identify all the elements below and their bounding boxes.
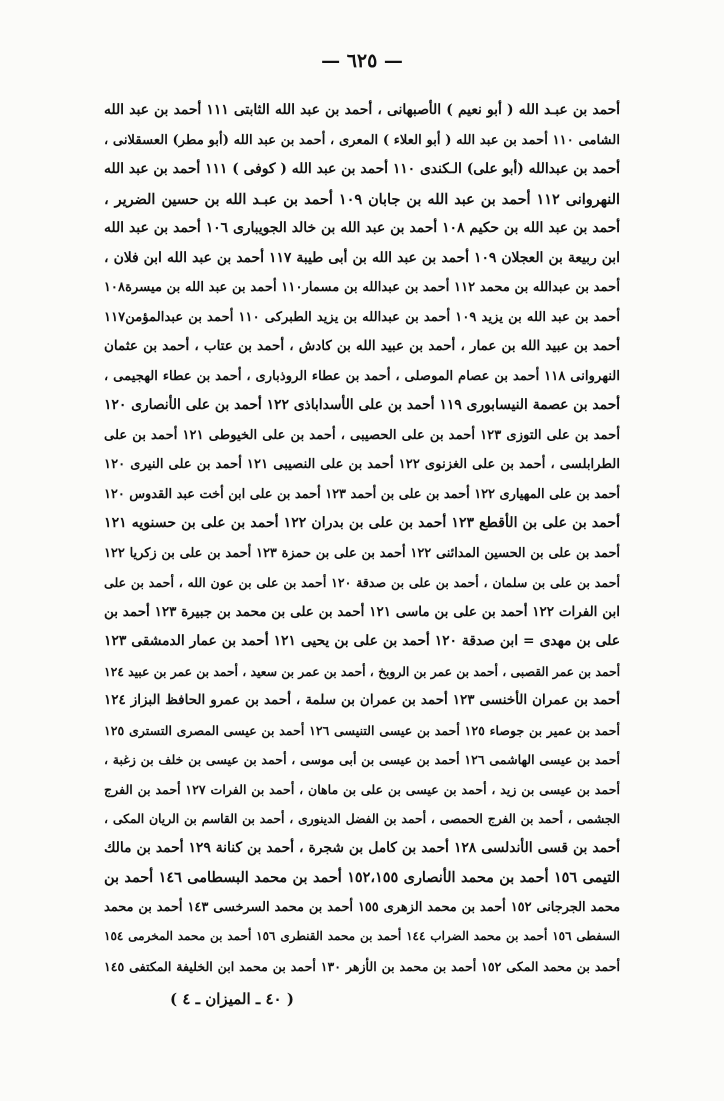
text-line: أحمد بن عبدالله (أبو على) الـكندى ١١٠ أحمد بن عبد الله ( كوفى ) ١١١ أحمد بن عبد الله xyxy=(104,161,620,177)
text-line: أحمد بن عصمة النيسابورى ١١٩ أحمد بن على الأسداباذى ١٢٢ أحمد بن على الأنصارى ١٢٠ xyxy=(104,397,620,413)
text-line: أحمد بن عبيد الله بن عمار ، أحمد بن عبيد الله بن كادش ، أحمد بن عتاب ، أحمد بن عثمان xyxy=(104,338,620,354)
text-line: أحمد بن عبدالله بن محمد ١١٢ أحمد بن عبدالله بن مسمار١١٠ أحمد بن عبد الله بن ميسرة١٠٨ xyxy=(104,280,620,295)
text-line: أحمد بن عمر القصبى ، أحمد بن عمر بن الروبخ ، أحمد بن عمر بن سعيد ، أحمد بن عمر بن عبيد ١٢٤ xyxy=(104,663,620,679)
text-line: الجشمى ، أحمد بن الفرج الحمصى ، أحمد بن الفضل الدينورى ، أحمد بن القاسم بن الريان المكى ، xyxy=(104,811,620,826)
text-line: الطرابلسى ، أحمد بن على الغزنوى ١٢٢ أحمد بن على النصيبى ١٢١ أحمد بن على النيرى ١٢٠ xyxy=(104,457,620,472)
text-line: محمد الجرجانى ١٥٢ أحمد بن محمد الزهرى ١٥٥ أحمد بن محمد السرخسى ١٤٣ أحمد بن محمد xyxy=(104,899,620,915)
page-number: — ٦٢٥ — xyxy=(321,50,403,72)
text-line: أحمد بن عمير بن جوصاء ١٢٥ أحمد بن عيسى التنيسى ١٢٦ أحمد بن عيسى المصرى التسترى ١٢٥ xyxy=(104,722,620,738)
text-line: أحمد بن على بن سلمان ، أحمد بن على بن صدقة ١٢٠ أحمد بن على بن عون الله ، أحمد بن على xyxy=(104,575,620,590)
text-line: أحمد بن على بن الحسين المدائنى ١٢٢ أحمد بن على بن حمزة ١٢٣ أحمد بن على بن زكريا ١٢٢ xyxy=(104,545,620,561)
text-line: أحمد بن عبد الله بن يزيد ١٠٩ أحمد بن عبدالله بن يزيد الطبركى ١١٠ أحمد بن عبدالمؤمن١١٧ xyxy=(104,309,620,325)
text-line: أحمد بن على المهيارى ١٢٢ أحمد بن على بن أحمد ١٢٣ أحمد بن على ابن أخت عبد القدوس ١٢٠ xyxy=(104,486,620,502)
text-line: أحمد بن عيسى بن زيد ، أحمد بن عيسى بن على بن ماهان ، أحمد بن الفرات ١٢٧ أحمد بن الفرج xyxy=(104,781,620,797)
text-line: أحمد بن عبد الله بن حكيم ١٠٨ أحمد بن عبد الله بن خالد الجويبارى ١٠٦ أحمد بن عبد الله xyxy=(104,220,620,236)
text-line: النهروانى ١١٨ أحمد بن عصام الموصلى ، أحمد بن عطاء الروذبارى ، أحمد بن عطاء الهجيمى ، xyxy=(104,368,620,384)
text-line: أحمد بن عمران الأخنسى ١٢٣ أحمد بن عمران بن سلمة ، أحمد بن عمرو الحافظ البزاز ١٢٤ xyxy=(104,692,620,708)
text-line: ابن الفرات ١٢٢ أحمد بن على بن ماسى ١٢١ أحمد بن على بن محمد بن جبيرة ١٢٣ أحمد بن xyxy=(104,603,620,620)
signature-mark: ( ٤٠ ـ الميزان ـ ٤ ) xyxy=(170,990,294,1008)
text-line: أحمد بن محمد المكى ١٥٢ أحمد بن محمد بن الأزهر ١٣٠ أحمد بن محمد ابن الخليفة المكتفى ١٤٥ xyxy=(104,958,620,974)
text-line: أحمد بن عيسى الهاشمى ١٢٦ أحمد بن عيسى بن أبى موسى ، أحمد بن عيسى بن خلف بن زغبة ، xyxy=(104,752,620,767)
text-line: التيمى ١٥٦ أحمد بن محمد الأنصارى ١٥٢،١٥٥ أحمد بن محمد البسطامى ١٤٦ أحمد بن xyxy=(104,869,620,886)
text-line: على بن مهدى = ابن صدقة ١٢٠ أحمد بن على بن يحيى ١٢١ أحمد بن عمار الدمشقى ١٢٣ xyxy=(104,633,620,649)
text-line: أحمد بن على التوزى ١٢٣ أحمد بن على الحصيبى ، أحمد بن على الخيوطى ١٢١ أحمد بن على xyxy=(104,427,620,443)
text-line: الشامى ١١٠ أحمد بن عبد الله ( أبو العلاء ) المعرى ، أحمد بن عبد الله (أبو مطر) العسقلانى ، xyxy=(104,132,620,148)
text-line: ابن ربيعة بن العجلان ١٠٩ أحمد بن عبد الله بن أبى طيبة ١١٧ أحمد بن عبد الله ابن فلان ، xyxy=(104,249,620,266)
text-line: أحمد بن على بن الأقطع ١٢٣ أحمد بن على بن بدران ١٢٢ أحمد بن على بن حسنويه ١٢١ xyxy=(104,515,620,531)
text-line: أحمد بن قسى الأندلسى ١٢٨ أحمد بن كامل بن شجرة ، أحمد بن كنانة ١٢٩ أحمد بن مالك xyxy=(104,839,620,856)
text-line: النهروانى ١١٢ أحمد بن عبد الله بن جابان ١٠٩ أحمد بن عبـد الله بن حسين الضرير ، xyxy=(104,190,620,208)
index-body xyxy=(104,96,620,981)
text-line: أحمد بن عبـد الله ( أبو نعيم ) الأصبهانى ، أحمد بن عبد الله الثابتى ١١١ أحمد بن عبد الله xyxy=(104,102,620,118)
text-line: السفطى ١٥٦ أحمد بن محمد الضراب ١٤٤ أحمد بن محمد القنطرى ١٥٦ أحمد بن محمد المخرمى ١٥٤ xyxy=(104,929,620,943)
